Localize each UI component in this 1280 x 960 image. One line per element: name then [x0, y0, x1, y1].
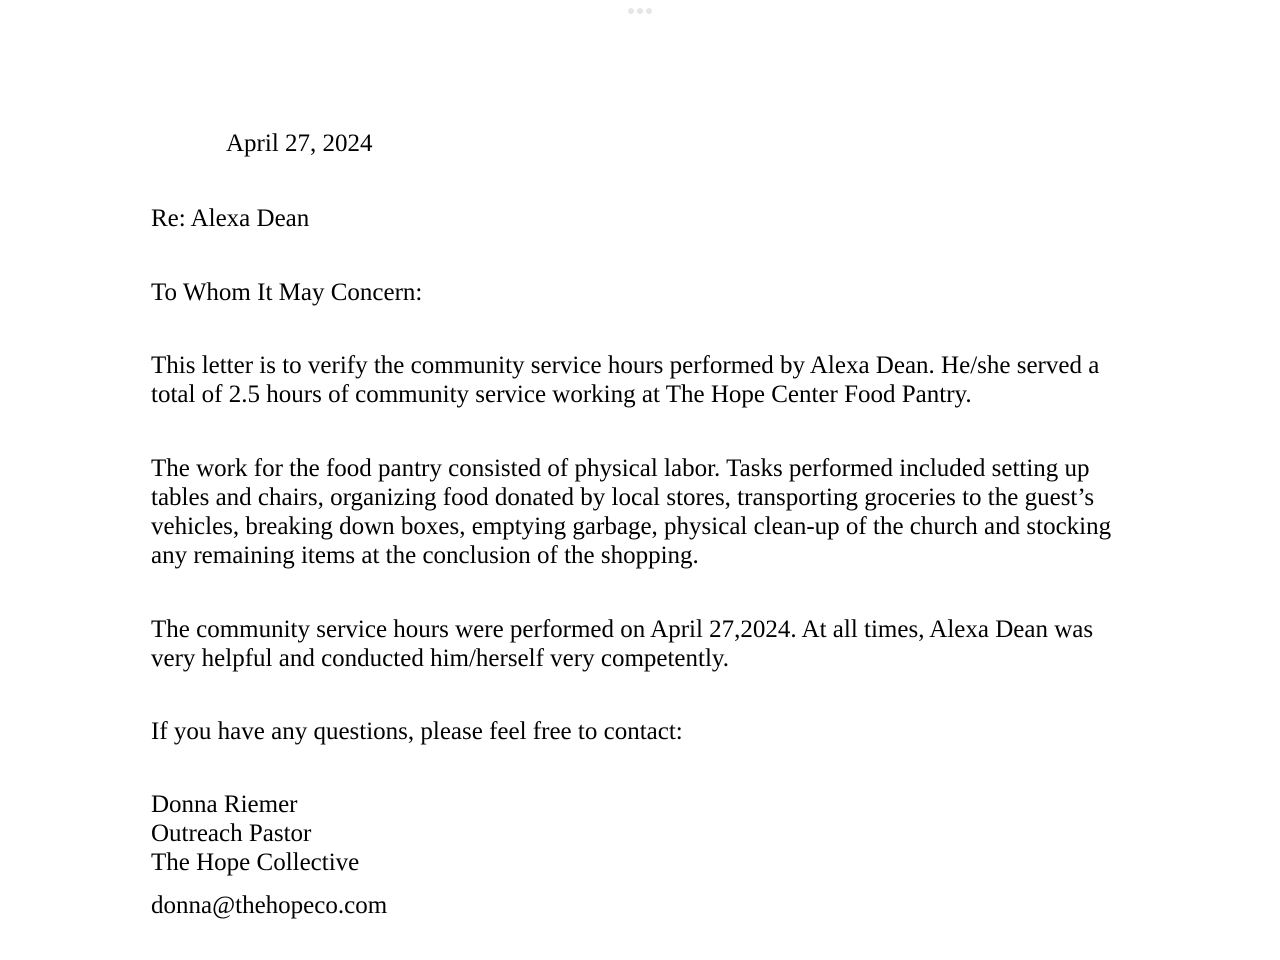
signer-name: Donna Riemer: [151, 791, 298, 818]
handle-dot: [628, 8, 634, 14]
paragraph-line: The community service hours were performed on April 27,2024. At all times, Alexa Dean was: [151, 616, 1094, 643]
paragraph-line: tables and chairs, organizing food donated by local stores, transporting groceries to the guest’s: [151, 484, 1095, 511]
salutation: To Whom It May Concern:: [151, 279, 423, 306]
signer-organization: The Hope Collective: [151, 849, 360, 876]
handle-dot: [637, 8, 643, 14]
subject-line: Re: Alexa Dean: [151, 205, 310, 232]
paragraph-line: any remaining items at the conclusion of the shopping.: [151, 542, 699, 569]
signer-title: Outreach Pastor: [151, 820, 312, 847]
paragraph-line: very helpful and conducted him/herself very competently.: [151, 645, 730, 672]
paragraph-line: total of 2.5 hours of community service working at The Hope Center Food Pantry.: [151, 381, 972, 408]
letter-date: April 27, 2024: [226, 130, 373, 157]
paragraph-line: This letter is to verify the community service hours performed by Alexa Dean. He/she served a: [151, 352, 1100, 379]
paragraph-line: The work for the food pantry consisted of physical labor. Tasks performed included setting up: [151, 455, 1090, 482]
paragraph-line: vehicles, breaking down boxes, emptying garbage, physical clean-up of the church and stocking: [151, 513, 1112, 540]
paragraph-verification: [151, 351, 1131, 409]
window-handle[interactable]: [628, 8, 652, 14]
paragraph-date-performed: [151, 615, 1131, 673]
signer-email[interactable]: donna@thehopeco.com: [151, 892, 388, 919]
paragraph-tasks: [151, 454, 1126, 570]
handle-dot: [646, 8, 652, 14]
signature-block: [151, 790, 1131, 877]
paragraph-contact: If you have any questions, please feel free to contact:: [151, 718, 683, 745]
